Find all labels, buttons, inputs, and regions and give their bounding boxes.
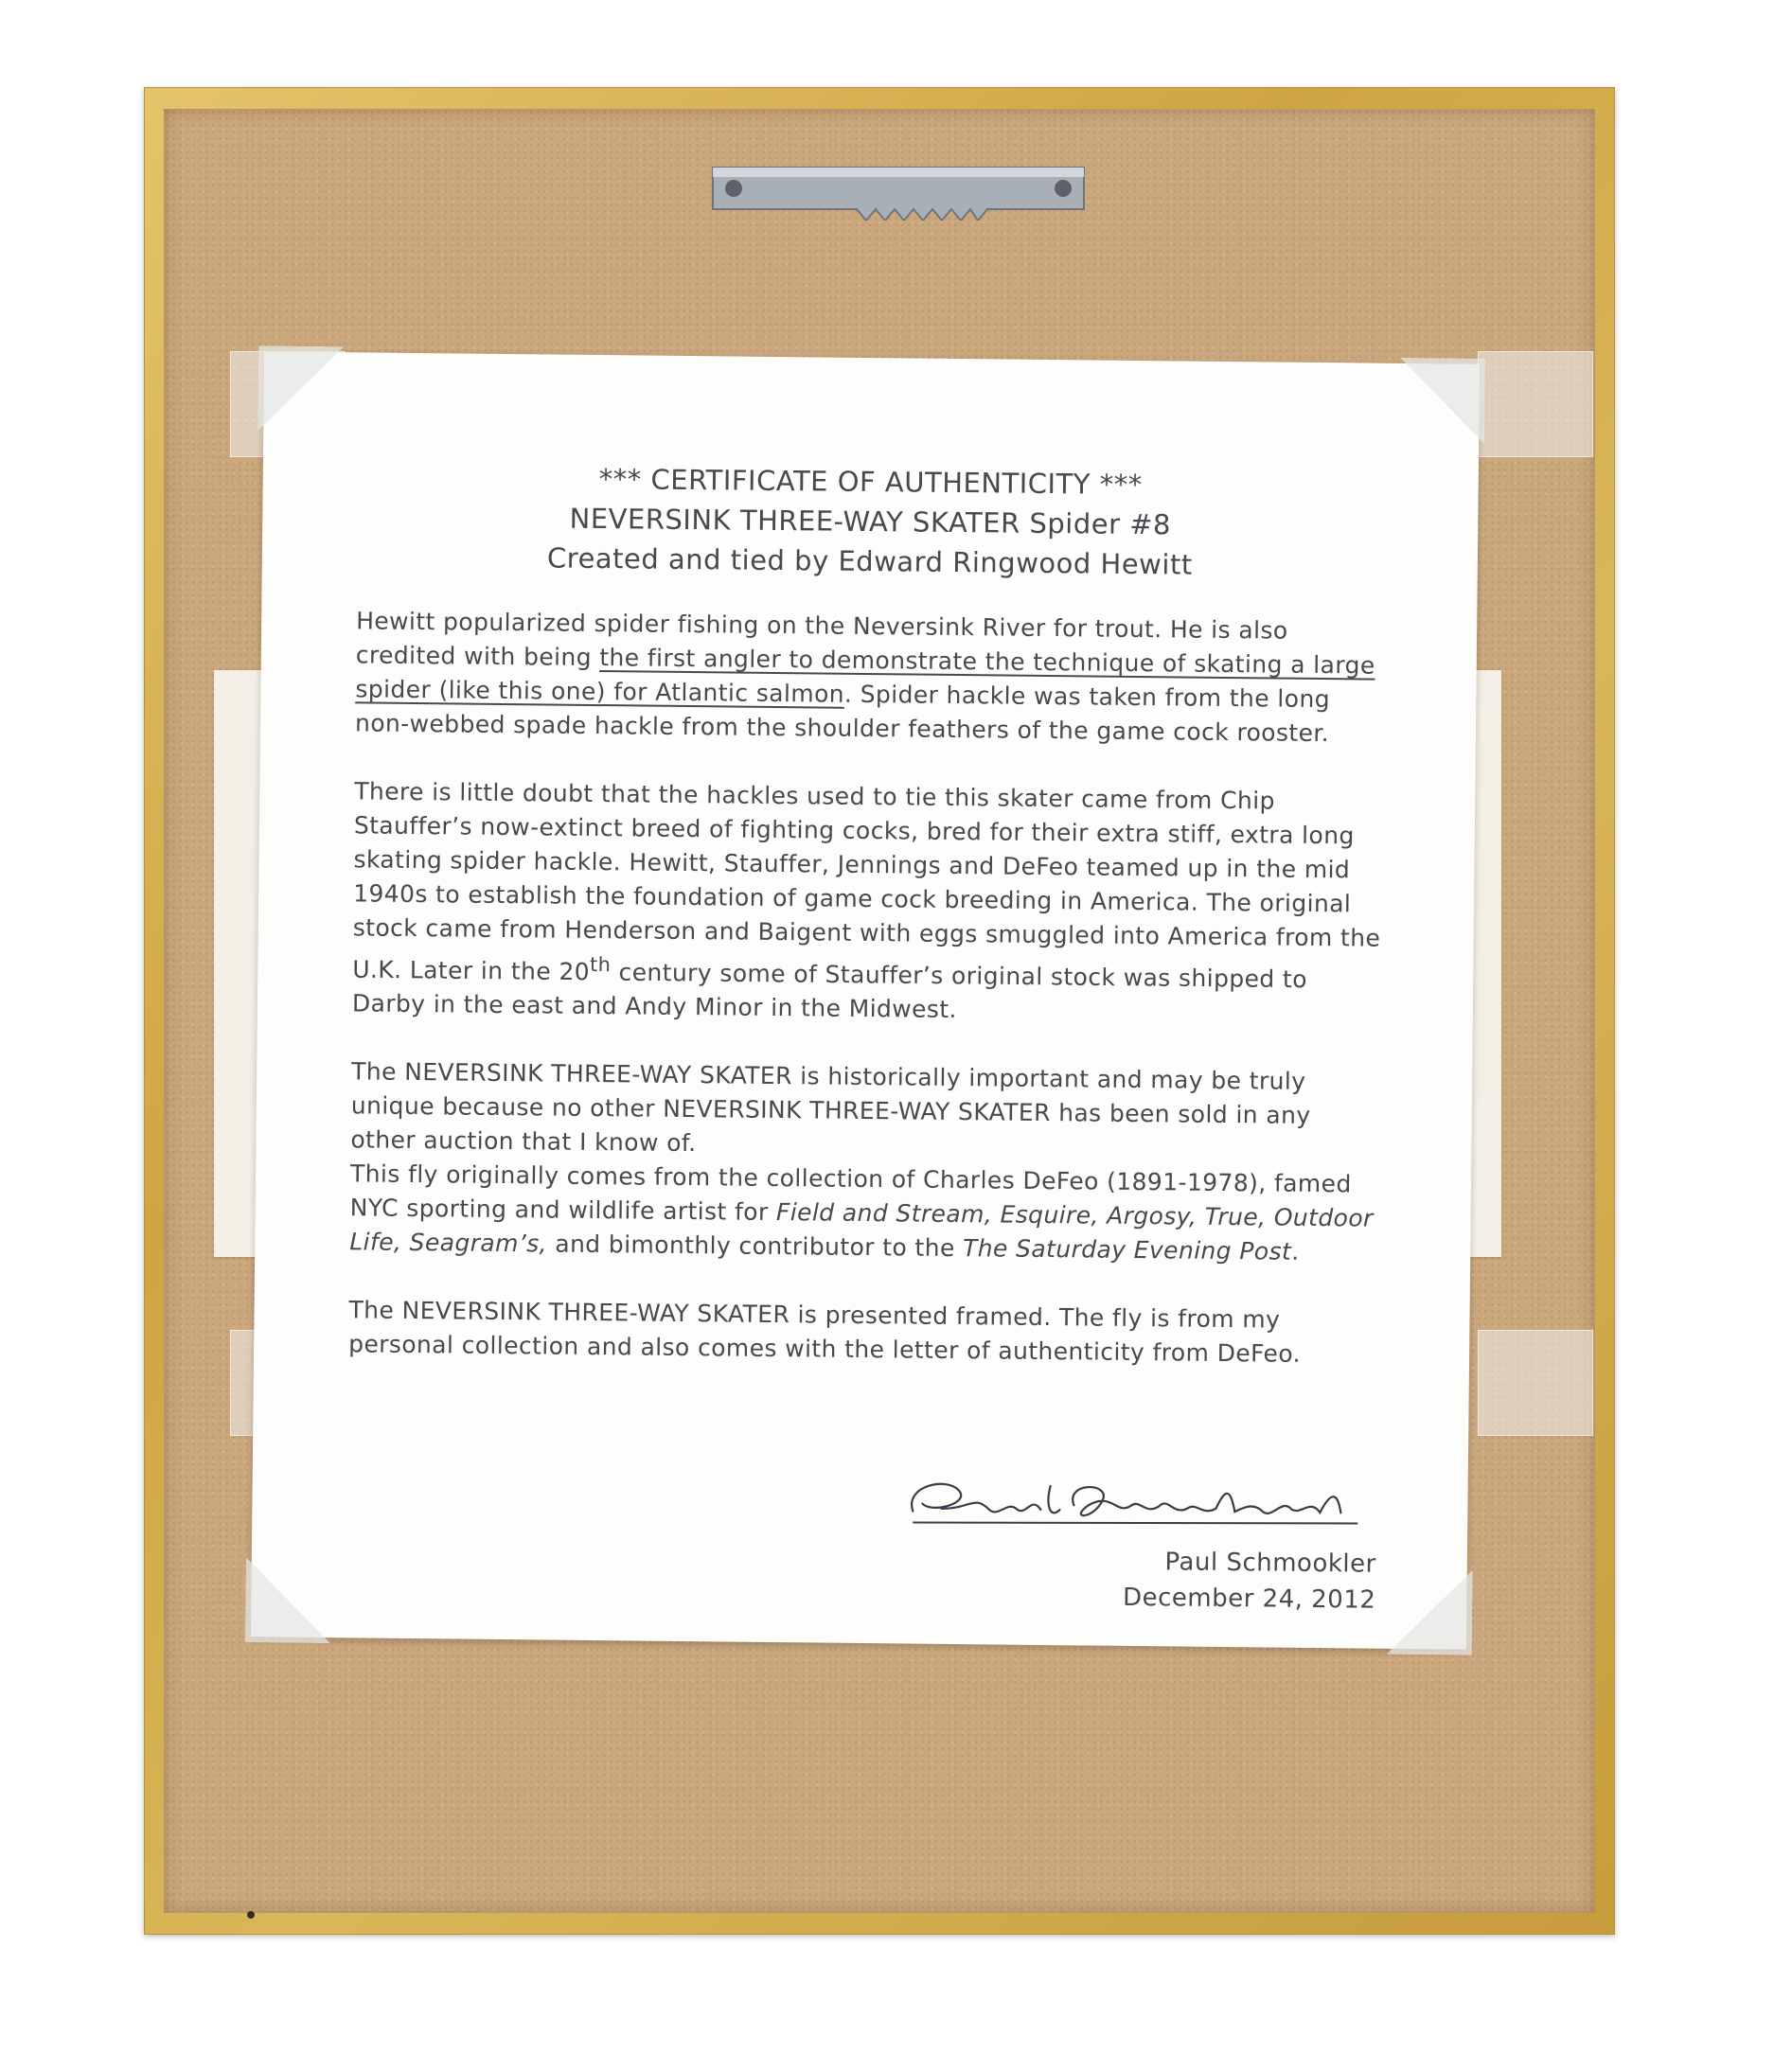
paragraph-2 [352,774,1385,1032]
photo-corner [245,1557,331,1643]
photo-corner [1399,358,1485,444]
sawtooth-hanger-icon [703,158,1093,221]
heading-line-3: Created and tied by Edward Ringwood Hewitt [546,541,1193,581]
p2-text-b: century some of Stauffer’s original stock was shipped to Darby in the east and Andy Minor in the Midwest. [351,958,1308,1024]
photo-corner [1387,1569,1473,1655]
p3-text-c: and bimonthly contributor to the [546,1230,964,1263]
p2-text-a: There is little doubt that the hackles used to tie this skater came from Chip Stauffer’s now-extinct breed of fighting cocks, bred for their extra stiff, extra long skating spider hackle. Hewitt, Stauffer, Jennings and DeFeo teamed up in the mid 1940s to establish the foundation of game cock breeding in America. The original stock came from Henderson and Baigent with eggs smuggled into America from the U.K. Later in the 20 [352,777,1381,986]
p3-publications: Field and Stream, Esquire, Argosy, True, Outdoor Life, Seagram’s, [349,1198,1374,1258]
p2-superscript: th [589,952,612,977]
certificate-heading [262,455,1479,587]
certificate-body [348,604,1387,1407]
p1-underlined-text: the first angler to demonstrate the technique of skating a large spider (like this one) for Atlantic salmon [355,644,1375,708]
p1-text-a: Hewitt popularized spider fishing on the Neversink River for trout. He is also credited with being [355,607,1288,672]
p3-text-b: This fly originally comes from the collection of Charles DeFeo (1891-1978), famed NYC sporting and wildlife artist for [349,1159,1352,1227]
board-blemish [247,1911,255,1919]
paragraph-4: The NEVERSINK THREE-WAY SKATER is presented framed. The fly is from my personal collection and also comes with the letter of authenticity from DeFeo. [348,1296,1302,1369]
certificate-sheet [251,351,1480,1649]
signer-block [1123,1544,1376,1619]
photo-corner-pocket [1478,351,1593,457]
handwritten-signature [884,1465,1377,1536]
heading-line-2: NEVERSINK THREE-WAY SKATER Spider #8 [569,502,1172,541]
photo-corner [257,345,344,432]
heading-line-1: *** CERTIFICATE OF AUTHENTICITY *** [598,463,1143,502]
p1-text-b: . Spider hackle was taken from the long non-webbed spade hackle from the shoulder feathers of the game cock rooster. [354,680,1331,748]
p3-text-d: . [1291,1238,1300,1266]
photo-corner-pocket [1478,1330,1593,1436]
paragraph-3 [349,1055,1381,1270]
signer-name: Paul Schmookler [1164,1548,1376,1579]
p3-text-a: The NEVERSINK THREE-WAY SKATER is historically important and may be truly unique because no other NEVERSINK THREE-WAY SKATER has been sold in any other auction that I know of. [350,1057,1311,1158]
p3-post-title: The Saturday Evening Post [962,1234,1292,1266]
signed-date: December 24, 2012 [1122,1583,1376,1615]
paragraph-1 [355,604,1386,751]
